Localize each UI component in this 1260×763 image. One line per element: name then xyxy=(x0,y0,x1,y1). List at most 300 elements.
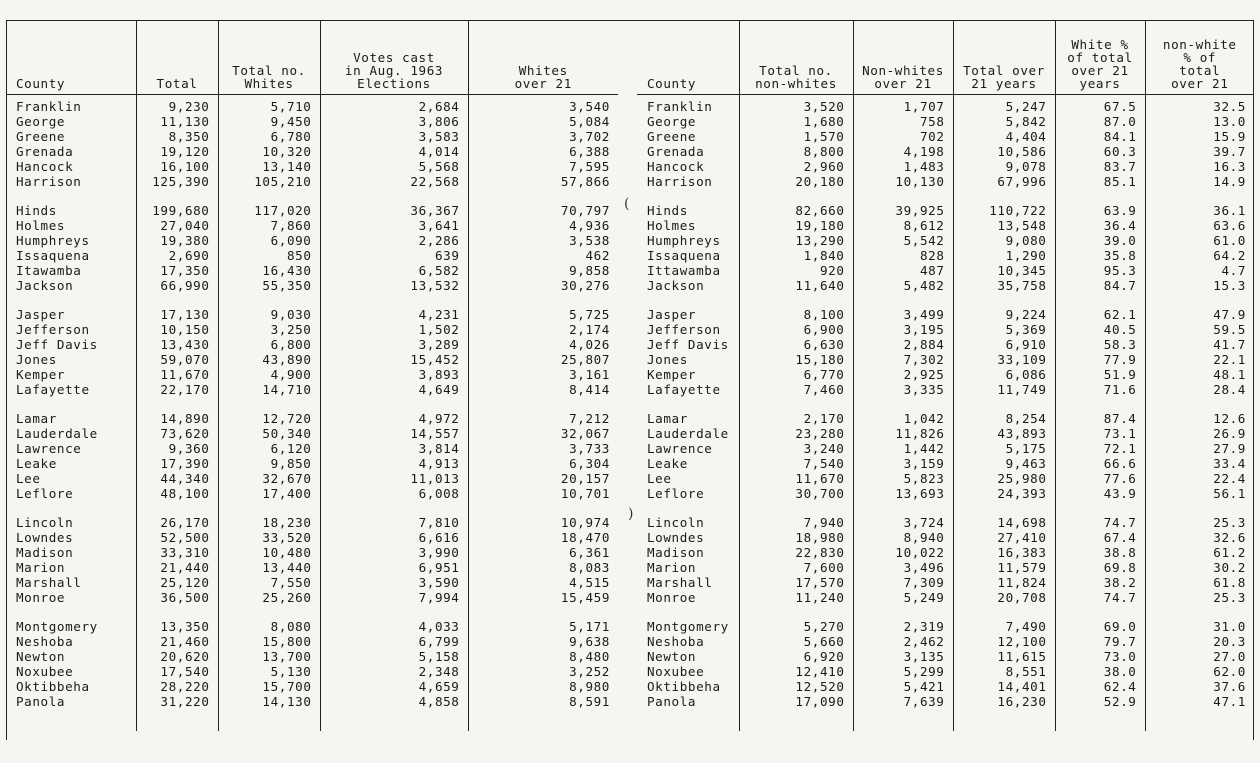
value-cell: 69.8 xyxy=(1055,560,1145,575)
value-cell: 39,925 xyxy=(853,203,953,218)
value-cell: 14,130 xyxy=(218,694,320,709)
value-cell: 5,130 xyxy=(218,664,320,679)
value-cell: 22,830 xyxy=(739,545,853,560)
county-cell: Newton xyxy=(647,649,697,664)
county-cell: Monroe xyxy=(16,590,66,605)
value-cell: 62.4 xyxy=(1055,679,1145,694)
value-cell: 3,538 xyxy=(468,233,618,248)
county-cell: Marshall xyxy=(16,575,82,590)
value-cell: 4,033 xyxy=(320,619,468,634)
value-cell: 8,591 xyxy=(468,694,618,709)
value-cell: 2,319 xyxy=(853,619,953,634)
value-cell: 5,299 xyxy=(853,664,953,679)
county-cell: Montgomery xyxy=(16,619,98,634)
table-row xyxy=(6,471,618,486)
value-cell: 7,810 xyxy=(320,515,468,530)
value-cell: 36.1 xyxy=(1145,203,1254,218)
value-cell: 16,383 xyxy=(953,545,1055,560)
value-cell: 27,410 xyxy=(953,530,1055,545)
table-row xyxy=(637,382,1254,397)
county-cell: Newton xyxy=(16,649,66,664)
table-row xyxy=(6,426,618,441)
table-row xyxy=(637,337,1254,352)
table-row xyxy=(637,590,1254,605)
county-cell: Oktibbeha xyxy=(647,679,721,694)
county-cell: Marshall xyxy=(647,575,713,590)
value-cell: 3,540 xyxy=(468,95,618,115)
table-row xyxy=(637,114,1254,129)
county-cell: Hinds xyxy=(16,203,57,218)
value-cell: 33,520 xyxy=(218,530,320,545)
value-cell: 85.1 xyxy=(1055,174,1145,189)
value-cell: 14,401 xyxy=(953,679,1055,694)
value-cell: 33,310 xyxy=(136,545,218,560)
county-cell: Jones xyxy=(647,352,688,367)
table-row xyxy=(6,367,618,382)
value-cell: 39.0 xyxy=(1055,233,1145,248)
value-cell: 87.0 xyxy=(1055,114,1145,129)
table-row xyxy=(637,530,1254,545)
county-cell: Harrison xyxy=(16,174,82,189)
value-cell: 8,800 xyxy=(739,144,853,159)
value-cell: 6,120 xyxy=(218,441,320,456)
county-cell: Kemper xyxy=(16,367,66,382)
value-cell: 3,135 xyxy=(853,649,953,664)
value-cell: 16.3 xyxy=(1145,159,1254,174)
value-cell: 3,161 xyxy=(468,367,618,382)
value-cell: 4,649 xyxy=(320,382,468,397)
value-cell: 15,452 xyxy=(320,352,468,367)
value-cell: 31.0 xyxy=(1145,619,1254,634)
group-spacer xyxy=(6,501,618,515)
value-cell: 11,615 xyxy=(953,649,1055,664)
group-spacer xyxy=(637,293,1254,307)
value-cell: 20,708 xyxy=(953,590,1055,605)
county-cell: Greene xyxy=(647,129,697,144)
value-cell: 7,460 xyxy=(739,382,853,397)
value-cell: 12,100 xyxy=(953,634,1055,649)
value-cell: 44,340 xyxy=(136,471,218,486)
value-cell: 6,770 xyxy=(739,367,853,382)
value-cell: 32,067 xyxy=(468,426,618,441)
group-spacer xyxy=(6,293,618,307)
value-cell: 47.1 xyxy=(1145,694,1254,709)
table-row xyxy=(6,590,618,605)
value-cell: 3,733 xyxy=(468,441,618,456)
value-cell: 2,286 xyxy=(320,233,468,248)
value-cell: 10,345 xyxy=(953,263,1055,278)
value-cell: 22.4 xyxy=(1145,471,1254,486)
county-cell: Jasper xyxy=(16,307,66,322)
table-row xyxy=(6,441,618,456)
value-cell: 2,348 xyxy=(320,664,468,679)
value-cell: 3,990 xyxy=(320,545,468,560)
value-cell: 61.8 xyxy=(1145,575,1254,590)
table-row xyxy=(637,545,1254,560)
county-cell: Leake xyxy=(647,456,688,471)
table-row xyxy=(6,159,618,174)
table-row xyxy=(637,694,1254,709)
value-cell: 5,710 xyxy=(218,95,320,115)
value-cell: 3,289 xyxy=(320,337,468,352)
county-cell: Kemper xyxy=(647,367,697,382)
value-cell: 4,936 xyxy=(468,218,618,233)
value-cell: 13,700 xyxy=(218,649,320,664)
value-cell: 48,100 xyxy=(136,486,218,501)
value-cell: 12,410 xyxy=(739,664,853,679)
value-cell: 30.2 xyxy=(1145,560,1254,575)
value-cell: 33.4 xyxy=(1145,456,1254,471)
table-row xyxy=(6,411,618,426)
value-cell: 828 xyxy=(853,248,953,263)
value-cell: 15,459 xyxy=(468,590,618,605)
value-cell: 13,350 xyxy=(136,619,218,634)
county-cell: Holmes xyxy=(16,218,66,233)
county-cell: Harrison xyxy=(647,174,713,189)
table-row xyxy=(637,411,1254,426)
table-row xyxy=(637,352,1254,367)
value-cell: 63.6 xyxy=(1145,218,1254,233)
left-header-2: Total no. Whites xyxy=(218,20,320,95)
county-cell: Hancock xyxy=(16,159,74,174)
county-cell: Neshoba xyxy=(16,634,74,649)
county-cell: Lauderdale xyxy=(16,426,98,441)
value-cell: 13,430 xyxy=(136,337,218,352)
value-cell: 21,460 xyxy=(136,634,218,649)
value-cell: 33,109 xyxy=(953,352,1055,367)
value-cell: 28.4 xyxy=(1145,382,1254,397)
value-cell: 6,910 xyxy=(953,337,1055,352)
value-cell: 20,620 xyxy=(136,649,218,664)
table-row xyxy=(637,515,1254,530)
value-cell: 6,800 xyxy=(218,337,320,352)
value-cell: 59.5 xyxy=(1145,322,1254,337)
county-cell: Issaquena xyxy=(647,248,721,263)
value-cell: 5,175 xyxy=(953,441,1055,456)
table-row xyxy=(637,560,1254,575)
value-cell: 35,758 xyxy=(953,278,1055,293)
value-cell: 4.7 xyxy=(1145,263,1254,278)
value-cell: 17,130 xyxy=(136,307,218,322)
table-row xyxy=(637,441,1254,456)
right-table-panel xyxy=(637,20,1254,731)
value-cell: 6,090 xyxy=(218,233,320,248)
value-cell: 25.3 xyxy=(1145,590,1254,605)
value-cell: 63.9 xyxy=(1055,203,1145,218)
value-cell: 41.7 xyxy=(1145,337,1254,352)
value-cell: 4,659 xyxy=(320,679,468,694)
county-cell: Jeff Davis xyxy=(16,337,98,352)
value-cell: 25,980 xyxy=(953,471,1055,486)
value-cell: 117,020 xyxy=(218,203,320,218)
value-cell: 10,130 xyxy=(853,174,953,189)
value-cell: 17,090 xyxy=(739,694,853,709)
value-cell: 462 xyxy=(468,248,618,263)
table-row xyxy=(637,664,1254,679)
table-row xyxy=(637,307,1254,322)
table-row xyxy=(637,278,1254,293)
value-cell: 11,826 xyxy=(853,426,953,441)
value-cell: 11,240 xyxy=(739,590,853,605)
value-cell: 5,084 xyxy=(468,114,618,129)
value-cell: 40.5 xyxy=(1055,322,1145,337)
value-cell: 84.1 xyxy=(1055,129,1145,144)
value-cell: 9,850 xyxy=(218,456,320,471)
table-row xyxy=(637,367,1254,382)
value-cell: 2,925 xyxy=(853,367,953,382)
value-cell: 70,797 xyxy=(468,203,618,218)
table-row xyxy=(6,545,618,560)
county-cell: Holmes xyxy=(647,218,697,233)
value-cell: 10,320 xyxy=(218,144,320,159)
value-cell: 60.3 xyxy=(1055,144,1145,159)
value-cell: 43,890 xyxy=(218,352,320,367)
margin-mark: ( xyxy=(624,196,630,212)
value-cell: 8,414 xyxy=(468,382,618,397)
value-cell: 1,290 xyxy=(953,248,1055,263)
value-cell: 4,972 xyxy=(320,411,468,426)
value-cell: 2,174 xyxy=(468,322,618,337)
table-row xyxy=(6,174,618,189)
county-cell: Madison xyxy=(647,545,705,560)
value-cell: 920 xyxy=(739,263,853,278)
county-cell: Jackson xyxy=(16,278,74,293)
value-cell: 17,400 xyxy=(218,486,320,501)
value-cell: 5,823 xyxy=(853,471,953,486)
county-cell: Noxubee xyxy=(16,664,74,679)
county-cell: Oktibbeha xyxy=(16,679,90,694)
value-cell: 47.9 xyxy=(1145,307,1254,322)
value-cell: 17,390 xyxy=(136,456,218,471)
value-cell: 62.1 xyxy=(1055,307,1145,322)
group-spacer xyxy=(637,709,1254,731)
value-cell: 3,583 xyxy=(320,129,468,144)
value-cell: 7,302 xyxy=(853,352,953,367)
value-cell: 5,542 xyxy=(853,233,953,248)
value-cell: 1,442 xyxy=(853,441,953,456)
value-cell: 2,684 xyxy=(320,95,468,115)
value-cell: 8,940 xyxy=(853,530,953,545)
value-cell: 639 xyxy=(320,248,468,263)
value-cell: 105,210 xyxy=(218,174,320,189)
table-row xyxy=(637,456,1254,471)
table-row xyxy=(6,337,618,352)
value-cell: 8,100 xyxy=(739,307,853,322)
group-spacer xyxy=(637,189,1254,203)
table-row xyxy=(637,248,1254,263)
value-cell: 95.3 xyxy=(1055,263,1145,278)
left-header-0: County xyxy=(6,20,136,95)
value-cell: 4,858 xyxy=(320,694,468,709)
value-cell: 5,842 xyxy=(953,114,1055,129)
table-row xyxy=(637,129,1254,144)
value-cell: 57,866 xyxy=(468,174,618,189)
value-cell: 59,070 xyxy=(136,352,218,367)
county-cell: Lauderdale xyxy=(647,426,729,441)
value-cell: 14.9 xyxy=(1145,174,1254,189)
value-cell: 6,086 xyxy=(953,367,1055,382)
county-cell: Lowndes xyxy=(647,530,705,545)
value-cell: 6,780 xyxy=(218,129,320,144)
value-cell: 71.6 xyxy=(1055,382,1145,397)
right-header-5: non-white % of total over 21 xyxy=(1145,20,1254,95)
value-cell: 11,670 xyxy=(136,367,218,382)
table-row xyxy=(6,263,618,278)
value-cell: 487 xyxy=(853,263,953,278)
county-cell: Lamar xyxy=(647,411,688,426)
value-cell: 22,170 xyxy=(136,382,218,397)
value-cell: 31,220 xyxy=(136,694,218,709)
value-cell: 9,638 xyxy=(468,634,618,649)
group-spacer xyxy=(6,709,618,731)
value-cell: 110,722 xyxy=(953,203,1055,218)
margin-mark: ) xyxy=(628,506,634,522)
value-cell: 9,450 xyxy=(218,114,320,129)
value-cell: 51.9 xyxy=(1055,367,1145,382)
table-row xyxy=(637,649,1254,664)
value-cell: 19,380 xyxy=(136,233,218,248)
table-row xyxy=(637,263,1254,278)
county-cell: Franklin xyxy=(647,99,713,114)
value-cell: 56.1 xyxy=(1145,486,1254,501)
value-cell: 11,130 xyxy=(136,114,218,129)
table-row xyxy=(637,233,1254,248)
value-cell: 3,335 xyxy=(853,382,953,397)
value-cell: 38.8 xyxy=(1055,545,1145,560)
value-cell: 5,421 xyxy=(853,679,953,694)
county-cell: George xyxy=(647,114,697,129)
county-cell: Issaquena xyxy=(16,248,90,263)
county-cell: Neshoba xyxy=(647,634,705,649)
table-row xyxy=(6,352,618,367)
value-cell: 3,159 xyxy=(853,456,953,471)
value-cell: 17,540 xyxy=(136,664,218,679)
value-cell: 22.1 xyxy=(1145,352,1254,367)
value-cell: 9,858 xyxy=(468,263,618,278)
value-cell: 22,568 xyxy=(320,174,468,189)
value-cell: 9,360 xyxy=(136,441,218,456)
value-cell: 74.7 xyxy=(1055,515,1145,530)
value-cell: 9,230 xyxy=(136,95,218,115)
value-cell: 7,309 xyxy=(853,575,953,590)
value-cell: 61.2 xyxy=(1145,545,1254,560)
value-cell: 10,974 xyxy=(468,515,618,530)
value-cell: 13,548 xyxy=(953,218,1055,233)
table-row xyxy=(637,203,1254,218)
value-cell: 30,700 xyxy=(739,486,853,501)
value-cell: 11,579 xyxy=(953,560,1055,575)
value-cell: 28,220 xyxy=(136,679,218,694)
value-cell: 43.9 xyxy=(1055,486,1145,501)
value-cell: 69.0 xyxy=(1055,619,1145,634)
value-cell: 18,980 xyxy=(739,530,853,545)
county-cell: Franklin xyxy=(16,99,82,114)
value-cell: 67,996 xyxy=(953,174,1055,189)
table-row xyxy=(6,278,618,293)
value-cell: 26.9 xyxy=(1145,426,1254,441)
value-cell: 3,590 xyxy=(320,575,468,590)
value-cell: 8,980 xyxy=(468,679,618,694)
group-spacer xyxy=(6,605,618,619)
value-cell: 13.0 xyxy=(1145,114,1254,129)
value-cell: 15,700 xyxy=(218,679,320,694)
value-cell: 25,120 xyxy=(136,575,218,590)
value-cell: 30,276 xyxy=(468,278,618,293)
value-cell: 5,158 xyxy=(320,649,468,664)
right-header-2: Non-whites over 21 xyxy=(853,20,953,95)
value-cell: 6,361 xyxy=(468,545,618,560)
county-cell: Humphreys xyxy=(647,233,721,248)
value-cell: 13,140 xyxy=(218,159,320,174)
table-row xyxy=(6,530,618,545)
value-cell: 73.0 xyxy=(1055,649,1145,664)
county-cell: Leflore xyxy=(16,486,74,501)
value-cell: 3,702 xyxy=(468,129,618,144)
value-cell: 36,367 xyxy=(320,203,468,218)
table-row xyxy=(637,679,1254,694)
table-row xyxy=(6,248,618,263)
value-cell: 19,180 xyxy=(739,218,853,233)
value-cell: 6,799 xyxy=(320,634,468,649)
value-cell: 79.7 xyxy=(1055,634,1145,649)
value-cell: 2,690 xyxy=(136,248,218,263)
value-cell: 5,660 xyxy=(739,634,853,649)
value-cell: 14,698 xyxy=(953,515,1055,530)
value-cell: 32.5 xyxy=(1145,95,1254,115)
value-cell: 77.6 xyxy=(1055,471,1145,486)
table-row xyxy=(6,634,618,649)
value-cell: 11,824 xyxy=(953,575,1055,590)
value-cell: 18,470 xyxy=(468,530,618,545)
table-row xyxy=(637,144,1254,159)
county-cell: Lincoln xyxy=(16,515,74,530)
value-cell: 6,951 xyxy=(320,560,468,575)
value-cell: 25,807 xyxy=(468,352,618,367)
value-cell: 14,890 xyxy=(136,411,218,426)
table-row xyxy=(6,203,618,218)
value-cell: 14,710 xyxy=(218,382,320,397)
value-cell: 9,463 xyxy=(953,456,1055,471)
table-row xyxy=(637,619,1254,634)
table-row xyxy=(637,575,1254,590)
value-cell: 1,707 xyxy=(853,95,953,115)
value-cell: 25,260 xyxy=(218,590,320,605)
value-cell: 7,540 xyxy=(739,456,853,471)
county-cell: Grenada xyxy=(647,144,705,159)
value-cell: 8,350 xyxy=(136,129,218,144)
table-row xyxy=(6,95,618,115)
value-cell: 7,994 xyxy=(320,590,468,605)
county-cell: Marion xyxy=(647,560,697,575)
county-cell: Monroe xyxy=(647,590,697,605)
value-cell: 3,814 xyxy=(320,441,468,456)
value-cell: 3,520 xyxy=(739,95,853,115)
value-cell: 13,440 xyxy=(218,560,320,575)
value-cell: 7,940 xyxy=(739,515,853,530)
right-header-3: Total over 21 years xyxy=(953,20,1055,95)
value-cell: 10,701 xyxy=(468,486,618,501)
left-data-table xyxy=(6,20,618,731)
value-cell: 4,231 xyxy=(320,307,468,322)
value-cell: 4,404 xyxy=(953,129,1055,144)
value-cell: 9,078 xyxy=(953,159,1055,174)
county-cell: Grenada xyxy=(16,144,74,159)
value-cell: 17,570 xyxy=(739,575,853,590)
county-cell: Hancock xyxy=(647,159,705,174)
table-row xyxy=(6,322,618,337)
value-cell: 125,390 xyxy=(136,174,218,189)
table-row xyxy=(6,486,618,501)
